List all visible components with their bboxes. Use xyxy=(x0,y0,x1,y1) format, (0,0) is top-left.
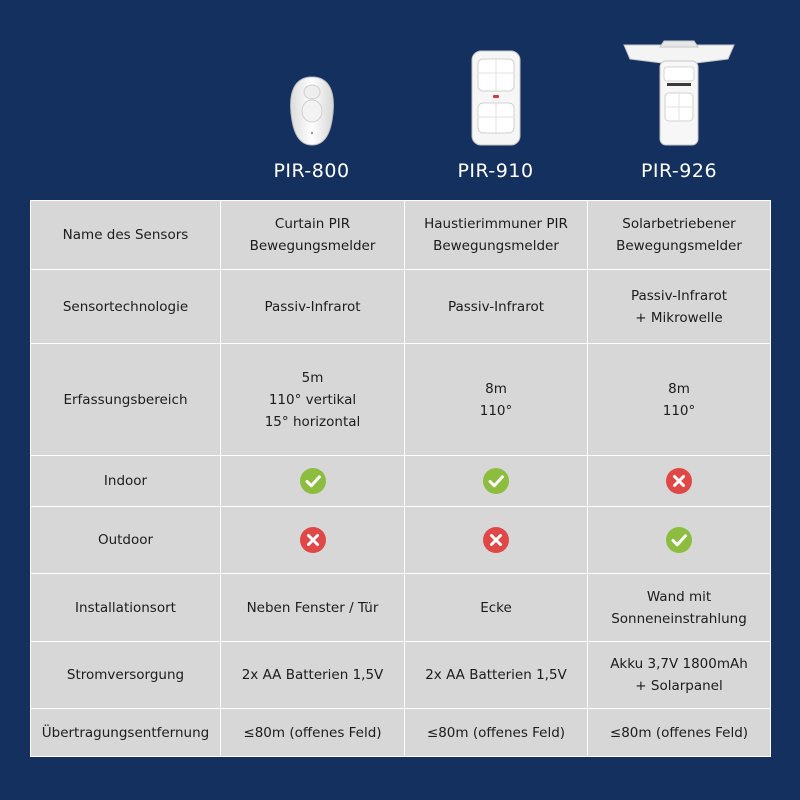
table-row xyxy=(31,642,771,709)
table-cell: Wand mit Sonneneinstrahlung xyxy=(588,574,771,642)
product-name: PIR-800 xyxy=(273,160,350,182)
check-icon xyxy=(411,467,581,495)
table-cell xyxy=(221,456,405,507)
table-cell: Akku 3,7V 1800mAh + Solarpanel xyxy=(588,642,771,709)
table-cell: Solarbetriebener Bewegungsmelder xyxy=(588,201,771,270)
table-cell: Haustierimmuner PIR Bewegungsmelder xyxy=(405,201,588,270)
table-row xyxy=(31,344,771,456)
table-cell xyxy=(588,456,771,507)
table-cell: 2x AA Batterien 1,5V xyxy=(405,642,588,709)
table-row xyxy=(31,270,771,344)
table-row xyxy=(31,574,771,642)
table-row xyxy=(31,709,771,757)
row-label: Installationsort xyxy=(31,574,221,642)
row-label: Erfassungsbereich xyxy=(31,344,221,456)
check-icon xyxy=(594,526,764,554)
product-name: PIR-926 xyxy=(640,160,718,182)
table-cell: ≤80m (offenes Feld) xyxy=(405,709,588,757)
table-cell xyxy=(405,507,588,574)
table-cell: Passiv-Infrarot xyxy=(221,270,405,344)
table-row xyxy=(31,201,771,270)
curtain-pir-sensor-photo xyxy=(287,75,337,151)
row-label: Übertragungsentfernung xyxy=(31,709,221,757)
table-cell: 8m 110° xyxy=(405,344,588,456)
row-label: Name des Sensors xyxy=(31,201,221,270)
table-cell: ≤80m (offenes Feld) xyxy=(588,709,771,757)
comparison-table xyxy=(30,200,771,757)
row-label: Stromversorgung xyxy=(31,642,221,709)
table-cell: 5m 110° vertikal 15° horizontal xyxy=(221,344,405,456)
table-row xyxy=(31,507,771,574)
row-label: Outdoor xyxy=(31,507,221,574)
product-pir-926 xyxy=(588,0,770,195)
table-cell: Passiv-Infrarot + Mikrowelle xyxy=(588,270,771,344)
pet-immune-pir-sensor-photo xyxy=(469,49,523,151)
solar-motion-sensor-photo xyxy=(620,37,738,151)
table-cell: Ecke xyxy=(405,574,588,642)
product-name: PIR-910 xyxy=(457,160,534,182)
table-cell: 2x AA Batterien 1,5V xyxy=(221,642,405,709)
table-row xyxy=(31,456,771,507)
table-cell: Curtain PIR Bewegungsmelder xyxy=(221,201,405,270)
table-cell xyxy=(588,507,771,574)
table-cell: ≤80m (offenes Feld) xyxy=(221,709,405,757)
cross-icon xyxy=(594,467,764,495)
product-pir-910 xyxy=(404,0,587,195)
product-pir-800 xyxy=(220,0,403,195)
table-cell xyxy=(221,507,405,574)
table-cell xyxy=(405,456,588,507)
cross-icon xyxy=(411,526,581,554)
table-cell: Passiv-Infrarot xyxy=(405,270,588,344)
check-icon xyxy=(227,467,398,495)
cross-icon xyxy=(227,526,398,554)
row-label: Sensortechnologie xyxy=(31,270,221,344)
table-cell: 8m 110° xyxy=(588,344,771,456)
table-cell: Neben Fenster / Tür xyxy=(221,574,405,642)
row-label: Indoor xyxy=(31,456,221,507)
